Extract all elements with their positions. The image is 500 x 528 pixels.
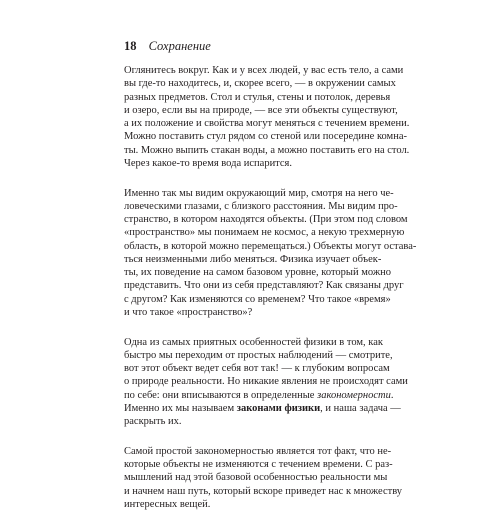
text-line bbox=[124, 266, 424, 279]
bold-term: законами физики bbox=[236, 402, 321, 414]
text-line bbox=[124, 362, 424, 375]
text-segment: ты. Можно выпить стакан воды, а можно поставить его на стол. bbox=[124, 144, 410, 156]
text-segment: быстро мы переходим от простых наблюдений — смотрите, bbox=[124, 349, 393, 361]
text-segment: Можно поставить стул рядом со стеной или посередине комна- bbox=[124, 131, 407, 143]
paragraph bbox=[124, 187, 424, 320]
text-line bbox=[124, 306, 424, 319]
text-line bbox=[124, 279, 424, 292]
text-segment: Самой простой закономерностью является тот факт, что не- bbox=[124, 445, 392, 457]
text-segment: область, в которой можно перемещаться.) Объекты могут остава- bbox=[124, 240, 417, 252]
text-line bbox=[124, 445, 424, 458]
text-segment: вы где-то находитесь, и, скорее всего, — в окружении самых bbox=[124, 78, 396, 90]
text-segment: мышлений над этой базовой особенностью реальности мы bbox=[124, 472, 388, 484]
text-line bbox=[124, 144, 424, 157]
italic-term: закономерности bbox=[317, 389, 391, 401]
text-line bbox=[124, 213, 424, 226]
body-text bbox=[124, 64, 424, 528]
text-line bbox=[124, 471, 424, 484]
text-line bbox=[124, 349, 424, 362]
text-segment: Одна из самых приятных особенностей физики в том, как bbox=[124, 336, 383, 348]
text-segment: а их положение и свойства могут меняться с течением времени. bbox=[124, 118, 410, 130]
text-line bbox=[124, 130, 424, 143]
paragraph bbox=[124, 336, 424, 429]
text-segment: интересных вещей. bbox=[124, 498, 211, 510]
text-line bbox=[124, 64, 424, 77]
text-segment: Именно так мы видим окружающий мир, смотря на него че- bbox=[124, 187, 394, 199]
text-segment: и что такое «пространство»? bbox=[124, 306, 253, 318]
text-line bbox=[124, 104, 424, 117]
text-segment: Оглянитесь вокруг. Как и у всех людей, у вас есть тело, а сами bbox=[124, 65, 404, 76]
text-segment: Через какое-то время вода испарится. bbox=[124, 157, 293, 169]
text-line bbox=[124, 77, 424, 90]
text-line bbox=[124, 415, 424, 428]
text-segment: «пространство» мы понимаем не космос, а некую трехмерную bbox=[124, 227, 405, 239]
text-line bbox=[124, 485, 424, 498]
text-line bbox=[124, 157, 424, 170]
text-line bbox=[124, 200, 424, 213]
text-segment: раскрыть их. bbox=[124, 416, 182, 428]
text-segment: вот этот объект ведет себя вот так! — к глубоким вопросам bbox=[124, 363, 390, 375]
text-segment: по себе: они вписываются в определенные bbox=[124, 389, 318, 401]
text-line bbox=[124, 402, 424, 415]
text-segment: и начнем наш путь, который вскоре приведет нас к множеству bbox=[124, 485, 403, 497]
text-line bbox=[124, 240, 424, 253]
text-segment: представить. Что они из себя представляют? Как связаны друг bbox=[124, 280, 404, 292]
text-line bbox=[124, 389, 424, 402]
running-title: Сохранение bbox=[148, 39, 211, 53]
text-line bbox=[124, 187, 424, 200]
text-line bbox=[124, 458, 424, 471]
paragraph bbox=[124, 445, 424, 511]
text-segment: разных предметов. Стол и стулья, стены и потолок, деревья bbox=[124, 91, 391, 103]
text-line bbox=[124, 336, 424, 349]
text-segment: ться неизменными либо меняться. Физика изучает объек- bbox=[124, 253, 382, 265]
text-line bbox=[124, 375, 424, 388]
text-segment: ловеческими глазами, с близкого расстояния. Мы видим про- bbox=[124, 200, 398, 212]
text-segment: о природе реальности. Но никакие явления не происходят сами bbox=[124, 376, 408, 388]
text-segment: и озеро, если вы на природе, — все эти объекты существуют, bbox=[124, 104, 398, 116]
text-line bbox=[124, 293, 424, 306]
text-segment: которые объекты не изменяются с течением времени. С раз- bbox=[124, 459, 393, 471]
text-segment: , и наша задача — bbox=[320, 402, 401, 414]
text-segment: странство, в котором находятся объекты. (При этом под словом bbox=[124, 214, 408, 226]
text-line bbox=[124, 91, 424, 104]
text-segment: Именно их мы называем bbox=[124, 402, 237, 414]
text-segment: . bbox=[390, 389, 394, 401]
text-line bbox=[124, 226, 424, 239]
text-segment: с другом? Как изменяются со временем? Что такое «время» bbox=[124, 293, 391, 305]
paragraph bbox=[124, 64, 424, 170]
text-line bbox=[124, 253, 424, 266]
page-header bbox=[124, 39, 211, 53]
text-segment: ты, их поведение на самом базовом уровне, который можно bbox=[124, 267, 391, 279]
page-number: 18 bbox=[124, 39, 137, 53]
text-line bbox=[124, 117, 424, 130]
